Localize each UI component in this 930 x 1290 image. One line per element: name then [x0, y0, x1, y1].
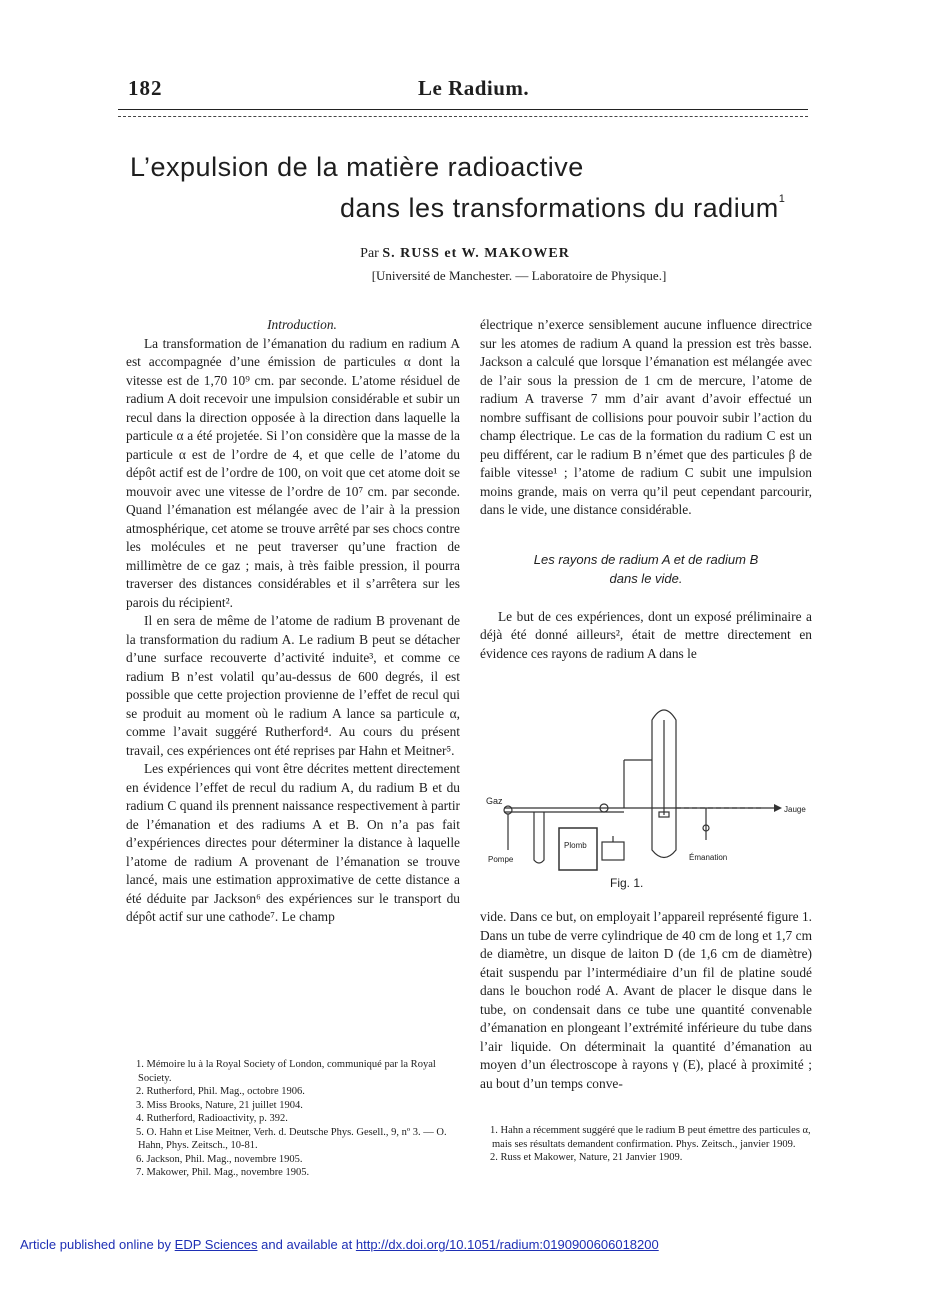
footnote: 4. Rutherford, Radioactivity, p. 392. — [136, 1113, 288, 1124]
right-column — [480, 316, 812, 663]
footnote: 7. Makower, Phil. Mag., novembre 1905. — [136, 1167, 310, 1178]
publisher-link[interactable]: EDP Sciences — [174, 1237, 258, 1252]
byline-prefix: Par — [360, 246, 379, 261]
article-title-text: dans les transformations du radium — [340, 193, 779, 223]
paragraph: Les expériences qui vont être décrites mettent directement en évidence l’effet de recul du radium A, du radium B et du radium C quand ils prennent naissance respectivement à partir de l’émanation et des radiums A et B. On n’a pas fait d’expériences directes pour déterminer la distance à laquelle l’atome de radium A provenant de l’émanation se trouve lancé, mais une estimation approximative de cette distance a été déduite par Jackson⁶ des expériences sur le transport du dépôt actif sur une cathode⁷. Le champ — [126, 761, 460, 924]
journal-title: Le Radium. — [418, 76, 530, 100]
section-heading-rayons — [480, 550, 812, 588]
figure-label-pump: Pompe — [488, 855, 514, 864]
figure-label-gas: Gaz — [486, 796, 503, 806]
footnote: 2. Rutherford, Phil. Mag., octobre 1906. — [136, 1086, 305, 1097]
footnotes-right — [480, 1124, 812, 1165]
footnote: 5. O. Hahn et Lise Meitner, Verh. d. Deutsche Phys. Gesell., 9, nº 3. — O. Hahn, Phys. Zeitsch., 10-81. — [136, 1126, 447, 1151]
left-column — [126, 316, 460, 927]
affiliation: [Université de Manchester. — Laboratoire de Physique.] — [371, 268, 667, 283]
paragraph: Le but de ces expériences, dont un exposé préliminaire a déjà été donné ailleurs², était de mettre directement en évidence ces rayons de radium A dans le — [480, 608, 812, 661]
footnotes-left — [126, 1058, 460, 1180]
publication-footer — [20, 1237, 659, 1252]
paragraph: vide. Dans ce but, on employait l’appareil représenté figure 1. Dans un tube de verre cylindrique de 40 cm de long et 1,7 cm de diamètre, un disque de laiton D (de 1,6 cm de diamètre) était suspendu par l’intermédiaire d’un fil de platine soudé dans le bouchon rodé A. Avant de placer le disque dans le tube, on condensait dans ce tube une quantité convenable d’émanation en plongeant l’extrémité inférieure du tube dans l’air liquide. On déterminait la quantité d’émanation au moyen d’un électroscope à rayons γ (E), placé à proximité ; au bout d’un temps conve- — [480, 909, 812, 1091]
page-number: 182 — [128, 76, 163, 100]
footnote: 2. Russ et Makower, Nature, 21 Janvier 1909. — [490, 1152, 683, 1163]
section-heading-line1: Les rayons de radium A et de radium B — [533, 551, 759, 567]
header-rule-dashed — [118, 116, 808, 117]
footnote: 3. Miss Brooks, Nature, 21 juillet 1904. — [136, 1099, 303, 1111]
byline — [0, 246, 930, 262]
apparatus-figure — [484, 700, 814, 875]
doi-link[interactable]: http://dx.doi.org/10.1051/radium:0190900606018200 — [355, 1237, 659, 1252]
paragraph: électrique n’exerce sensiblement aucune influence directrice sur les atomes de radium A quand la pression est très basse. Jackson a calculé que lorsque l’émanation est mélangée avec de l’air sous la pression de 1 cm de mercure, l’atome de radium A traverse 7 mm d’air avant d’avoir effectué un nombre suffisant de collisions pour pouvoir subir l’action du champ électrique. Le cas de la formation du radium C est un peu différent, car le radium B n’émet que des particules β de faible vitesse¹ ; l’atome de radium C subit une impulsion moins grande, mais on verra qu’il peut cependant parcourir, dans le vide, une distance considérable. — [480, 317, 812, 517]
footnote: 1. Mémoire lu à la Royal Society of London, communiqué par la Royal Society. — [136, 1059, 436, 1084]
article-title-line2 — [340, 193, 785, 224]
figure-label-jauge: Jauge — [784, 805, 806, 814]
footer-text: Article published online by — [20, 1237, 172, 1252]
figure-caption: Fig. 1. — [610, 876, 644, 890]
authors: S. RUSS et W. MAKOWER — [382, 246, 570, 261]
paragraph: Il en sera de même de l’atome de radium B provenant de la transformation du radium A. Le radium B peut se détacher d’une surface recouverte d’activité induite³, et comme ce radium B n’est volatil qu’au-dessus de 600 degrés, il est possible que cette projection provienne de l’effet de recul qui se produit au moment où le radium A lance sa particule α, comme l’avait suggéré Rutherford⁴. Au cours du présent travail, ces expériences ont été reprises par Hahn et Meitner⁵. — [126, 613, 460, 758]
figure-label-emanation: Émanation — [689, 853, 728, 862]
right-column-lower — [480, 908, 812, 1093]
header-rule — [118, 109, 808, 110]
section-heading-line2: dans le vide. — [609, 570, 683, 586]
section-heading-introduction: Introduction. — [267, 317, 337, 332]
footnote: 6. Jackson, Phil. Mag., novembre 1905. — [136, 1153, 303, 1165]
footer-text: and available at — [261, 1237, 353, 1252]
paragraph: La transformation de l’émanation du radium en radium A est accompagnée d’une émission de particules α dont la vitesse est de 1,70 10⁹ cm. par seconde. L’atome résiduel de radium A doit recevoir une impulsion considérable et subir un recul dans la direction opposée à la direction dans laquelle la particule α a été projetée. Si l’on considère que la masse de la particule α est de l’ordre de 4, et que celle de l’atome du dépôt actif est de l’ordre de 100, on voit que cet atome doit se mouvoir avec une vitesse de l’ordre de 10⁷ cm. par seconde. Quand l’émanation est mélangée avec de l’air à la pression atmosphérique, cet atome se trouve arrêté par ses chocs contre les molécules et ne peut traverser qu’une fraction de millimètre de ce gaz ; mais, à très faible pression, il pourra traverser des distances considérables et il s’arrêtera sur les parois du récipient². — [126, 335, 460, 610]
article-title-line1: L’expulsion de la matière radioactive — [130, 152, 584, 182]
footnote: 1. Hahn a récemment suggéré que le radium B peut émettre des particules α, mais ses résultats demandent confirmation. Phys. Zeitsch., janvier 1909. — [490, 1125, 811, 1150]
title-footnote-mark: 1 — [778, 193, 786, 205]
figure-label-plomb: Plomb — [564, 841, 587, 850]
